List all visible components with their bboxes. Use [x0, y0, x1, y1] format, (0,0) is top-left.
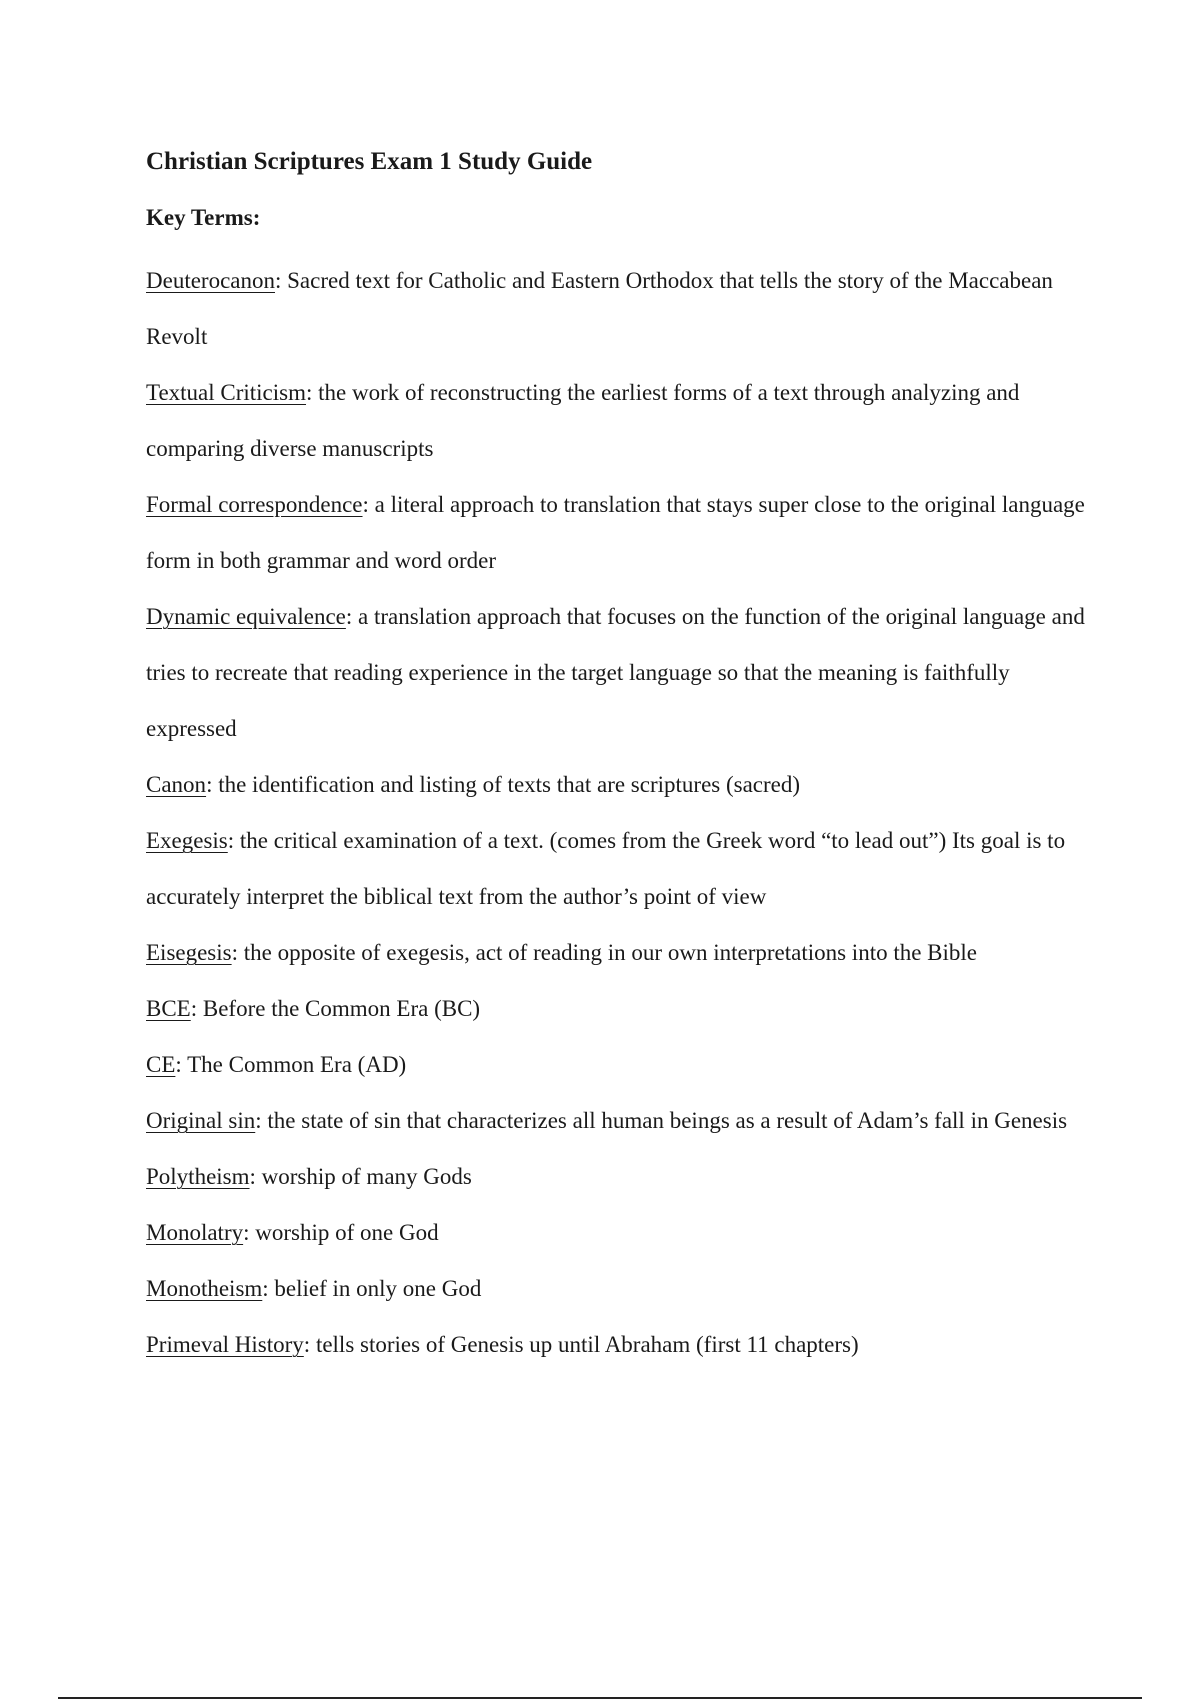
term-name: BCE — [146, 996, 191, 1021]
term-definition: a translation approach that focuses on the function of the original language and tries to recreate that reading experience in the target language so that the meaning is faithfully expressed — [146, 604, 1085, 741]
term-separator: : — [362, 492, 375, 517]
term-name: CE — [146, 1052, 176, 1077]
term-separator: : — [175, 1052, 188, 1077]
term-name: Textual Criticism — [146, 380, 307, 405]
document-content — [146, 142, 1106, 1373]
term-separator: : — [345, 604, 359, 629]
key-terms-list — [146, 253, 1106, 1373]
term-definition: Before the Common Era (BC) — [202, 996, 481, 1021]
term-entry-bce — [146, 981, 1106, 1037]
term-entry-primeval-history — [146, 1317, 1106, 1373]
term-definition: the opposite of exegesis, act of reading in our own interpretations into the Bible — [243, 940, 978, 965]
term-name: Monolatry — [146, 1220, 244, 1245]
term-name: Monotheism — [146, 1276, 263, 1301]
term-definition: tells stories of Genesis up until Abraham (first 11 chapters) — [315, 1332, 859, 1357]
term-name: Polytheism — [146, 1164, 250, 1189]
term-separator: : — [262, 1276, 275, 1301]
term-name: Primeval History — [146, 1332, 304, 1357]
term-entry-canon — [146, 757, 1106, 813]
term-name: Formal correspondence — [146, 492, 363, 517]
term-separator: : — [190, 996, 203, 1021]
term-entry-textual-criticism — [146, 365, 1106, 477]
term-definition: a literal approach to translation that stays super close to the original language form in both grammar and word order — [146, 492, 1085, 573]
term-entry-monolatry — [146, 1205, 1106, 1261]
term-definition: The Common Era (AD) — [187, 1052, 407, 1077]
term-entry-deuterocanon — [146, 253, 1106, 365]
term-name: Dynamic equivalence — [146, 604, 346, 629]
document-title: Christian Scriptures Exam 1 Study Guide — [146, 148, 593, 175]
term-name: Canon — [146, 772, 207, 797]
term-entry-exegesis — [146, 813, 1106, 925]
term-separator: : — [303, 1332, 316, 1357]
term-entry-eisegesis — [146, 925, 1106, 981]
term-separator: : — [243, 1220, 256, 1245]
term-name: Eisegesis — [146, 940, 232, 965]
term-entry-original-sin — [146, 1093, 1106, 1149]
term-separator: : — [231, 940, 244, 965]
term-definition: the state of sin that characterizes all human beings as a result of Adam’s fall in Genesis — [267, 1108, 1068, 1133]
key-terms-heading: Key Terms: — [146, 205, 261, 230]
term-definition: the work of reconstructing the earliest forms of a text through analyzing and comparing diverse manuscripts — [146, 380, 1020, 461]
footer-divider — [58, 1697, 1142, 1699]
term-separator: : — [255, 1108, 268, 1133]
term-separator: : — [227, 828, 240, 853]
term-name: Exegesis — [146, 828, 228, 853]
term-definition: worship of one God — [255, 1220, 439, 1245]
term-definition: Sacred text for Catholic and Eastern Orthodox that tells the story of the Maccabean Revolt — [146, 268, 1053, 349]
term-definition: the identification and listing of texts that are scriptures (sacred) — [218, 772, 801, 797]
term-entry-dynamic-equivalence — [146, 589, 1106, 757]
term-separator: : — [275, 268, 288, 293]
term-entry-ce — [146, 1037, 1106, 1093]
term-name: Original sin — [146, 1108, 256, 1133]
term-definition: the critical examination of a text. (comes from the Greek word “to lead out”) Its goal is to accurately interpret the biblical text from the author’s point of view — [146, 828, 1066, 909]
term-entry-monotheism — [146, 1261, 1106, 1317]
term-separator: : — [249, 1164, 262, 1189]
term-separator: : — [306, 380, 319, 405]
term-entry-formal-correspondence — [146, 477, 1106, 589]
term-definition: belief in only one God — [274, 1276, 482, 1301]
term-entry-polytheism — [146, 1149, 1106, 1205]
term-definition: worship of many Gods — [261, 1164, 472, 1189]
term-separator: : — [206, 772, 219, 797]
term-name: Deuterocanon — [146, 268, 275, 293]
